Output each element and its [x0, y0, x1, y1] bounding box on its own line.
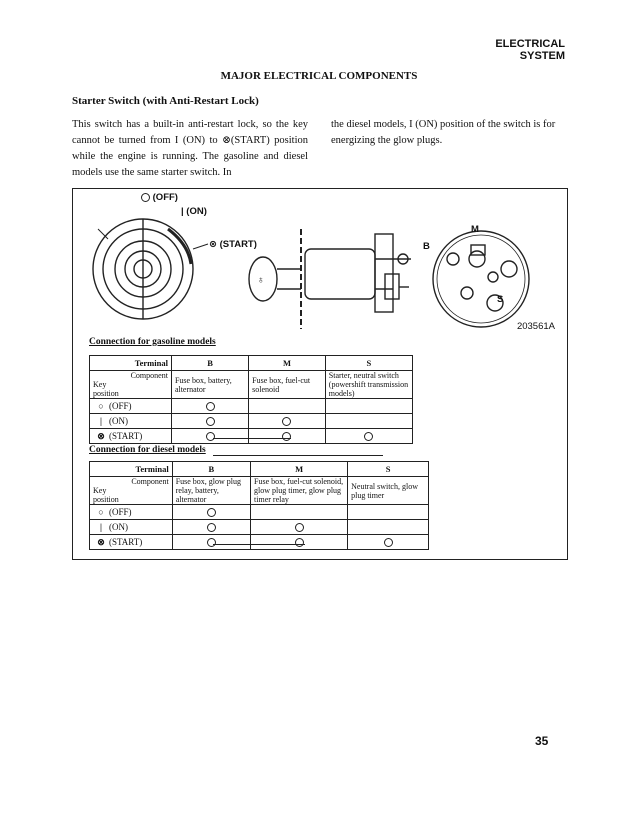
key-component-cell: Component Key position — [90, 477, 173, 505]
svg-text:♁: ♁ — [257, 275, 265, 286]
contact-m — [295, 523, 304, 532]
terminal-face-illustration — [433, 231, 529, 327]
col-m: M — [249, 356, 326, 371]
key-dial-illustration — [93, 219, 208, 319]
body-text-left-part1: This switch has a built-in anti-restart lock, so the key cannot be turned from I (ON) to — [72, 119, 308, 146]
connection-line — [213, 544, 305, 545]
row-on: | (ON) — [90, 520, 173, 535]
component-s: Starter, neutral switch (powershift transmission models) — [325, 371, 412, 399]
start-icon: ⊗ — [97, 536, 105, 547]
contact-b — [207, 508, 216, 517]
contact-b — [207, 523, 216, 532]
col-s: S — [325, 356, 412, 371]
component-m: Fuse box, fuel-cut solenoid, glow plug timer, glow plug timer relay — [251, 477, 348, 505]
contact-b — [206, 432, 215, 441]
diesel-table-title: Connection for diesel models — [89, 445, 206, 455]
on-icon: | — [100, 416, 102, 426]
component-s: Neutral switch, glow plug timer — [348, 477, 429, 505]
row-start: ⊗ (START) — [90, 429, 172, 444]
gasoline-table-title: Connection for gasoline models — [89, 337, 216, 347]
label-on: | (ON) — [181, 206, 207, 217]
off-icon: ○ — [98, 401, 104, 411]
start-key-icon: ⊗ — [222, 135, 231, 146]
off-symbol-icon — [141, 193, 150, 202]
subsection-title: Starter Switch (with Anti-Restart Lock) — [72, 95, 259, 107]
on-icon: | — [100, 522, 102, 532]
contact-b — [207, 538, 216, 547]
start-symbol-icon: ⊗ — [209, 239, 217, 250]
starter-switch-figure — [72, 188, 568, 560]
row-on: | (ON) — [90, 414, 172, 429]
page-number: 35 — [535, 734, 549, 748]
contact-s — [364, 432, 373, 441]
label-off: (OFF) — [141, 192, 178, 203]
page-title: MAJOR ELECTRICAL COMPONENTS — [220, 70, 418, 82]
connection-line — [213, 455, 383, 456]
terminal-header: Terminal — [90, 356, 172, 371]
contact-s — [384, 538, 393, 547]
col-s: S — [348, 462, 429, 477]
component-m: Fuse box, fuel-cut solenoid — [249, 371, 326, 399]
start-icon: ⊗ — [97, 430, 105, 441]
contact-b — [206, 417, 215, 426]
row-off: ○ (OFF) — [90, 399, 172, 414]
contact-m — [282, 417, 291, 426]
connection-line — [213, 438, 291, 439]
contact-m — [282, 432, 291, 441]
body-text-right: the diesel models, I (ON) position of the switch is for energizing the glow plugs. — [331, 119, 556, 146]
terminal-header: Terminal — [90, 462, 173, 477]
col-m: M — [251, 462, 348, 477]
key-component-cell: Component Key position — [90, 371, 172, 399]
off-icon: ○ — [98, 507, 104, 517]
row-off: ○ (OFF) — [90, 505, 173, 520]
col-b: B — [172, 462, 250, 477]
running-header: ELECTRICAL SYSTEM — [495, 38, 565, 62]
terminal-label-m: M — [471, 224, 479, 235]
switch-body-illustration — [249, 229, 411, 329]
contact-b — [206, 402, 215, 411]
diesel-connection-table — [89, 461, 429, 550]
gasoline-connection-table — [89, 355, 413, 444]
body-text-left — [72, 117, 308, 181]
label-start: ⊗ (START) — [209, 239, 257, 250]
col-b: B — [171, 356, 248, 371]
body-text-left-part2: (START) position while the engine is running. The gasoline and diesel models use the same starter switch. In — [72, 135, 308, 178]
contact-m — [295, 538, 304, 547]
terminal-label-s: S — [497, 294, 504, 305]
component-b: Fuse box, battery, alternator — [171, 371, 248, 399]
component-b: Fuse box, glow plug relay, battery, alternator — [172, 477, 250, 505]
row-start: ⊗ (START) — [90, 535, 173, 550]
terminal-label-b: B — [423, 241, 430, 252]
figure-id: 203561A — [516, 321, 555, 332]
